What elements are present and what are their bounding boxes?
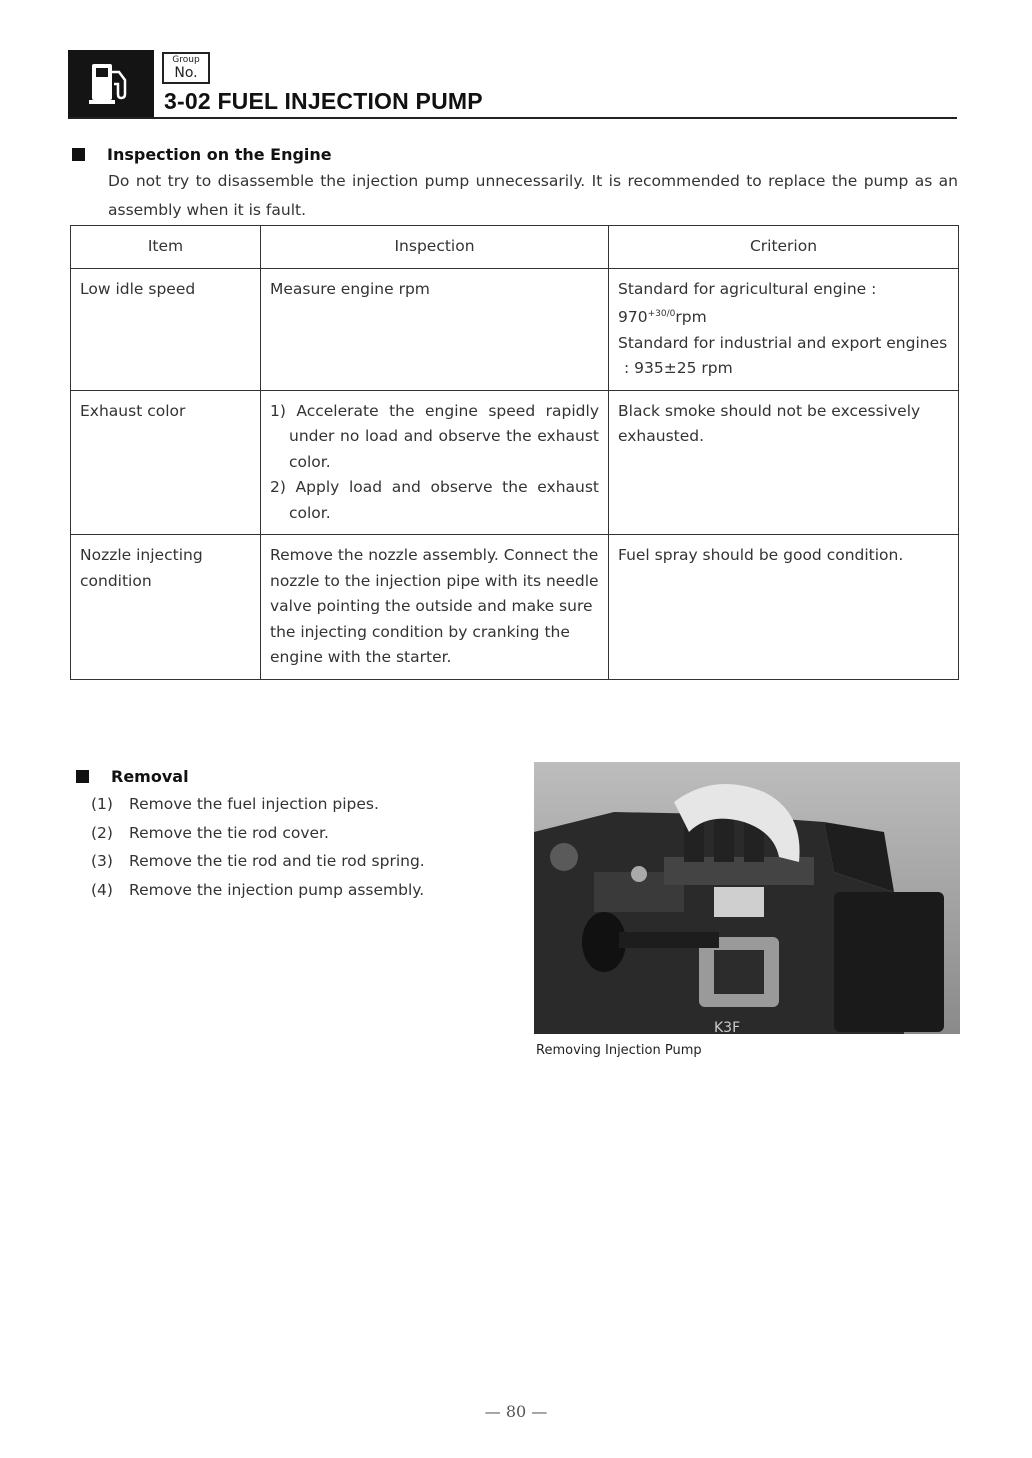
table-header-row bbox=[71, 226, 959, 269]
removal-heading-text: Removal bbox=[111, 767, 189, 786]
step-text: Remove the tie rod and tie rod spring. bbox=[129, 852, 425, 870]
inspection-cell: Measure engine rpm bbox=[261, 268, 609, 390]
group-number-box bbox=[162, 52, 210, 84]
engine-photo-illustration bbox=[534, 762, 960, 1034]
list-item bbox=[91, 819, 425, 848]
group-label: Group bbox=[172, 55, 200, 65]
removal-heading bbox=[76, 767, 189, 786]
list-item bbox=[91, 876, 425, 905]
tolerance: +30/0 bbox=[647, 309, 676, 319]
inspection-cell: Remove the nozzle assembly. Connect the nozzle to the injection pipe with its needle valve pointing the outside and make sure the injecting condition by cranking the engine with the starter. bbox=[261, 535, 609, 680]
inspection-intro: Do not try to disassemble the injection pump unnecessarily. It is recommended to replace the pump as an assembly when it is fault. bbox=[108, 172, 958, 219]
tolerance-upper: +30 bbox=[647, 309, 667, 319]
header-item: Item bbox=[71, 226, 261, 269]
fuel-group-icon-box bbox=[68, 50, 154, 118]
criterion-cell: Black smoke should not be excessively exhausted. bbox=[609, 390, 959, 535]
section-title: FUEL INJECTION PUMP bbox=[217, 88, 483, 114]
group-no-label: No. bbox=[174, 65, 198, 81]
page-title bbox=[164, 88, 483, 115]
bullet-square-icon bbox=[76, 770, 89, 783]
inspection-cell bbox=[261, 390, 609, 535]
criterion-line-3: : 935±25 rpm bbox=[624, 359, 733, 377]
criterion-cell: Fuel spray should be good condition. bbox=[609, 535, 959, 680]
engine-marking: K3F bbox=[714, 1020, 741, 1034]
list-item bbox=[91, 847, 425, 876]
inspection-heading-text: Inspection on the Engine bbox=[107, 145, 332, 164]
inspection-step: 2) Apply load and observe the exhaust color. bbox=[270, 478, 599, 522]
criterion-prefix: Standard for agricultural engine : 970 bbox=[618, 279, 877, 326]
page-number: — 80 — bbox=[484, 1402, 548, 1421]
inspection-table bbox=[70, 225, 959, 680]
fuel-pump-icon bbox=[88, 60, 136, 108]
step-text: Remove the injection pump assembly. bbox=[129, 880, 425, 899]
item-cell: Exhaust color bbox=[71, 390, 261, 535]
criterion-cell bbox=[609, 268, 959, 390]
header-inspection: Inspection bbox=[261, 226, 609, 269]
criterion-unit: rpm bbox=[675, 308, 707, 326]
step-text: Remove the fuel injection pipes. bbox=[129, 795, 379, 813]
item-cell: Nozzle injecting condition bbox=[71, 535, 261, 680]
step-number: (3) bbox=[91, 852, 113, 870]
photo-caption: Removing Injection Pump bbox=[536, 1043, 702, 1058]
table-row bbox=[71, 390, 959, 535]
item-cell: Low idle speed bbox=[71, 268, 261, 390]
section-number: 3-02 bbox=[164, 88, 211, 114]
step-number: (2) bbox=[91, 823, 113, 842]
tolerance-lower: 0 bbox=[669, 309, 676, 319]
table-row bbox=[71, 268, 959, 390]
step-number: (1) bbox=[91, 795, 113, 813]
injection-pump-photo bbox=[534, 762, 960, 1034]
inspection-heading bbox=[72, 145, 332, 164]
removal-steps bbox=[91, 790, 425, 904]
header-divider bbox=[68, 117, 957, 119]
table-row bbox=[71, 535, 959, 680]
criterion-line-2: Standard for industrial and export engines bbox=[618, 333, 948, 352]
inspection-step: 1) Accelerate the engine speed rapidly under no load and observe the exhaust color. bbox=[270, 401, 599, 471]
header-criterion: Criterion bbox=[609, 226, 959, 269]
list-item bbox=[91, 790, 425, 819]
step-text: Remove the tie rod cover. bbox=[129, 823, 329, 842]
bullet-square-icon bbox=[72, 148, 85, 161]
step-number: (4) bbox=[91, 880, 113, 899]
criterion-line-1 bbox=[618, 277, 949, 331]
